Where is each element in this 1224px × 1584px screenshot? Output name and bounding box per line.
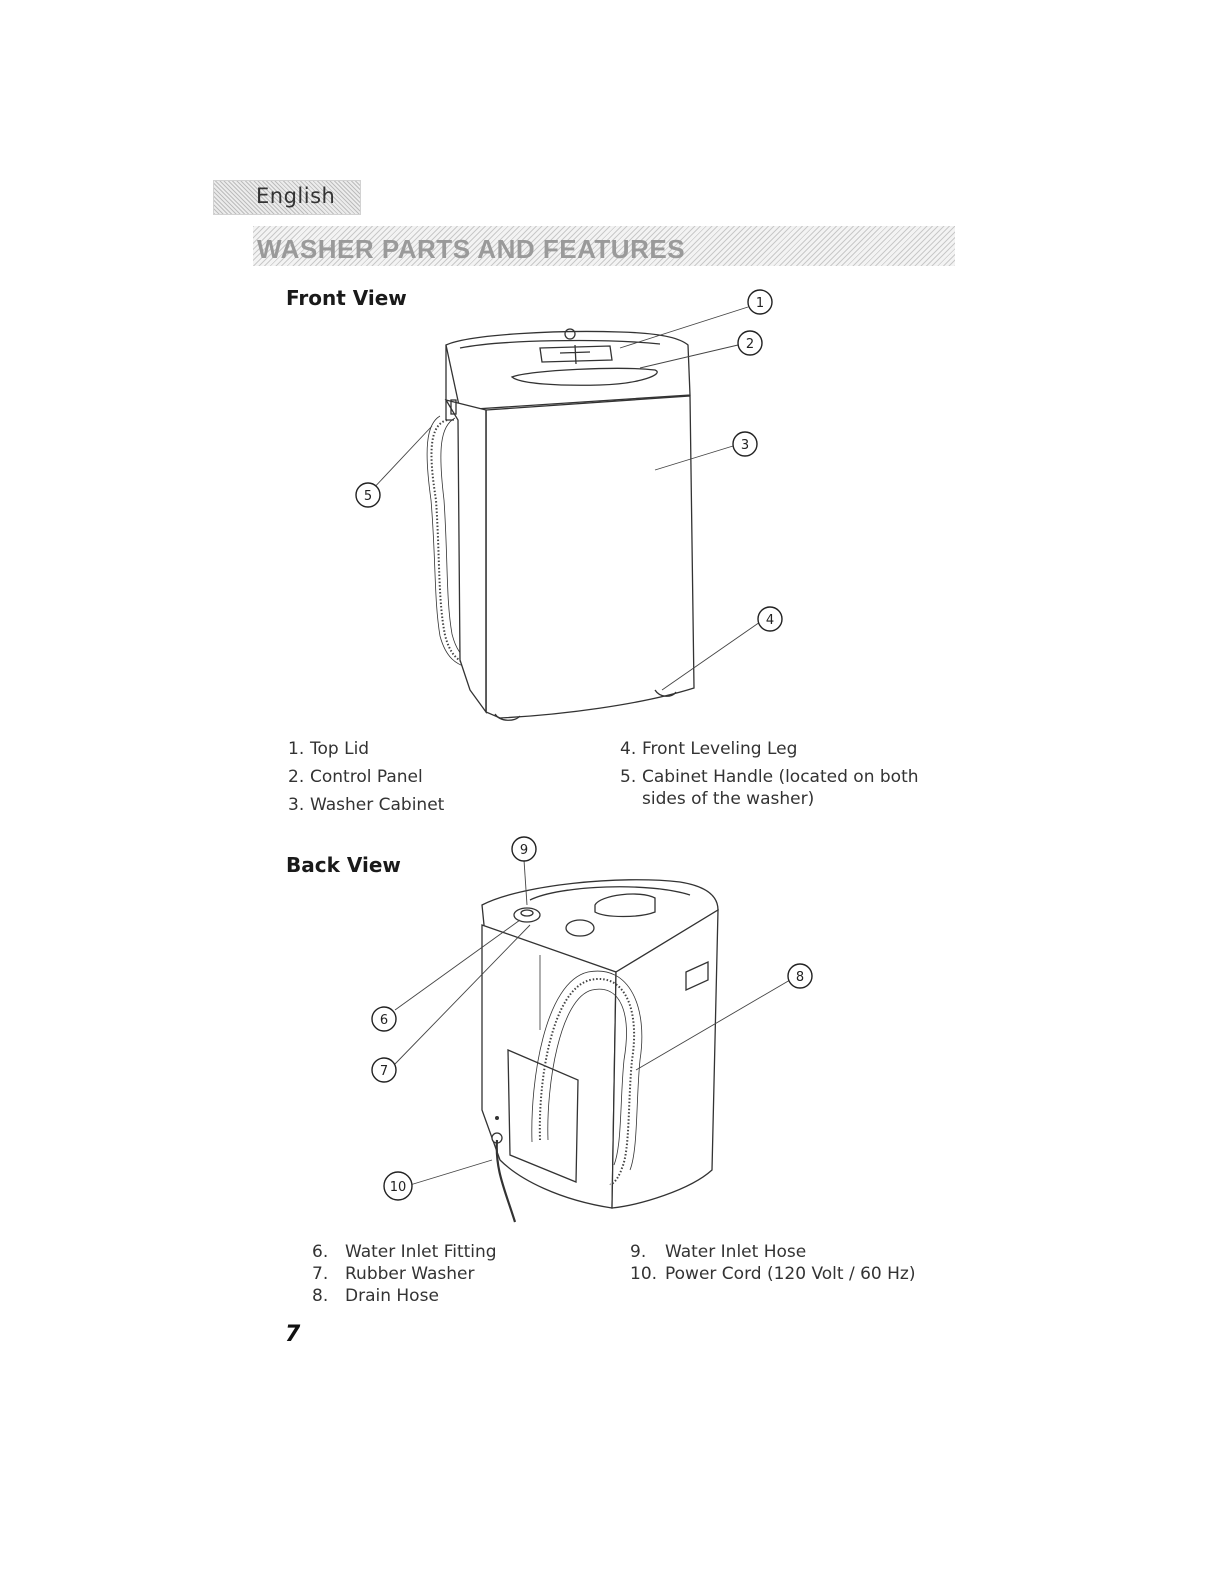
list-item: 10. Power Cord (120 Volt / 60 Hz)	[630, 1264, 916, 1284]
callout-9	[512, 837, 536, 861]
list-item-continuation: sides of the washer)	[642, 789, 815, 809]
svg-text:3: 3	[740, 438, 750, 453]
list-item: 1. Top Lid	[288, 739, 370, 759]
callout-4	[758, 607, 782, 631]
callout-8	[788, 964, 812, 988]
callout-10	[384, 1172, 412, 1200]
list-item: 6. Water Inlet Fitting	[312, 1242, 497, 1262]
svg-text:4: 4	[765, 613, 775, 628]
svg-text:10: 10	[389, 1180, 407, 1195]
front-view-heading: Front View	[286, 286, 407, 310]
list-item: 4. Front Leveling Leg	[620, 739, 798, 759]
callout-6	[372, 1007, 396, 1031]
list-item: 8. Drain Hose	[312, 1286, 439, 1306]
front-parts-right	[620, 735, 919, 813]
callout-5	[356, 483, 380, 507]
front-parts-left	[288, 735, 444, 819]
list-item: 7. Rubber Washer	[312, 1264, 475, 1284]
callout-1	[748, 290, 772, 314]
callout-2	[738, 331, 762, 355]
svg-text:9: 9	[519, 843, 529, 858]
svg-text:1: 1	[755, 296, 765, 311]
list-item: 2. Control Panel	[288, 767, 423, 787]
language-label: English	[256, 184, 336, 208]
svg-text:8: 8	[795, 970, 805, 985]
svg-text:2: 2	[745, 337, 755, 352]
back-parts-left	[312, 1241, 497, 1307]
back-view-heading: Back View	[286, 853, 401, 877]
front-washer-drawing	[427, 329, 694, 720]
back-washer-drawing	[482, 880, 718, 1222]
svg-text:5: 5	[363, 489, 373, 504]
svg-text:6: 6	[379, 1013, 389, 1028]
page-title: WASHER PARTS AND FEATURES	[257, 234, 686, 264]
callout-3	[733, 432, 757, 456]
back-parts-right	[630, 1241, 915, 1285]
list-item: 3. Washer Cabinet	[288, 795, 445, 815]
callout-7	[372, 1058, 396, 1082]
list-item: 5. Cabinet Handle (located on both	[620, 767, 919, 787]
page-number: 7	[285, 1322, 301, 1347]
svg-text:7: 7	[379, 1064, 389, 1079]
list-item: 9. Water Inlet Hose	[630, 1242, 807, 1262]
